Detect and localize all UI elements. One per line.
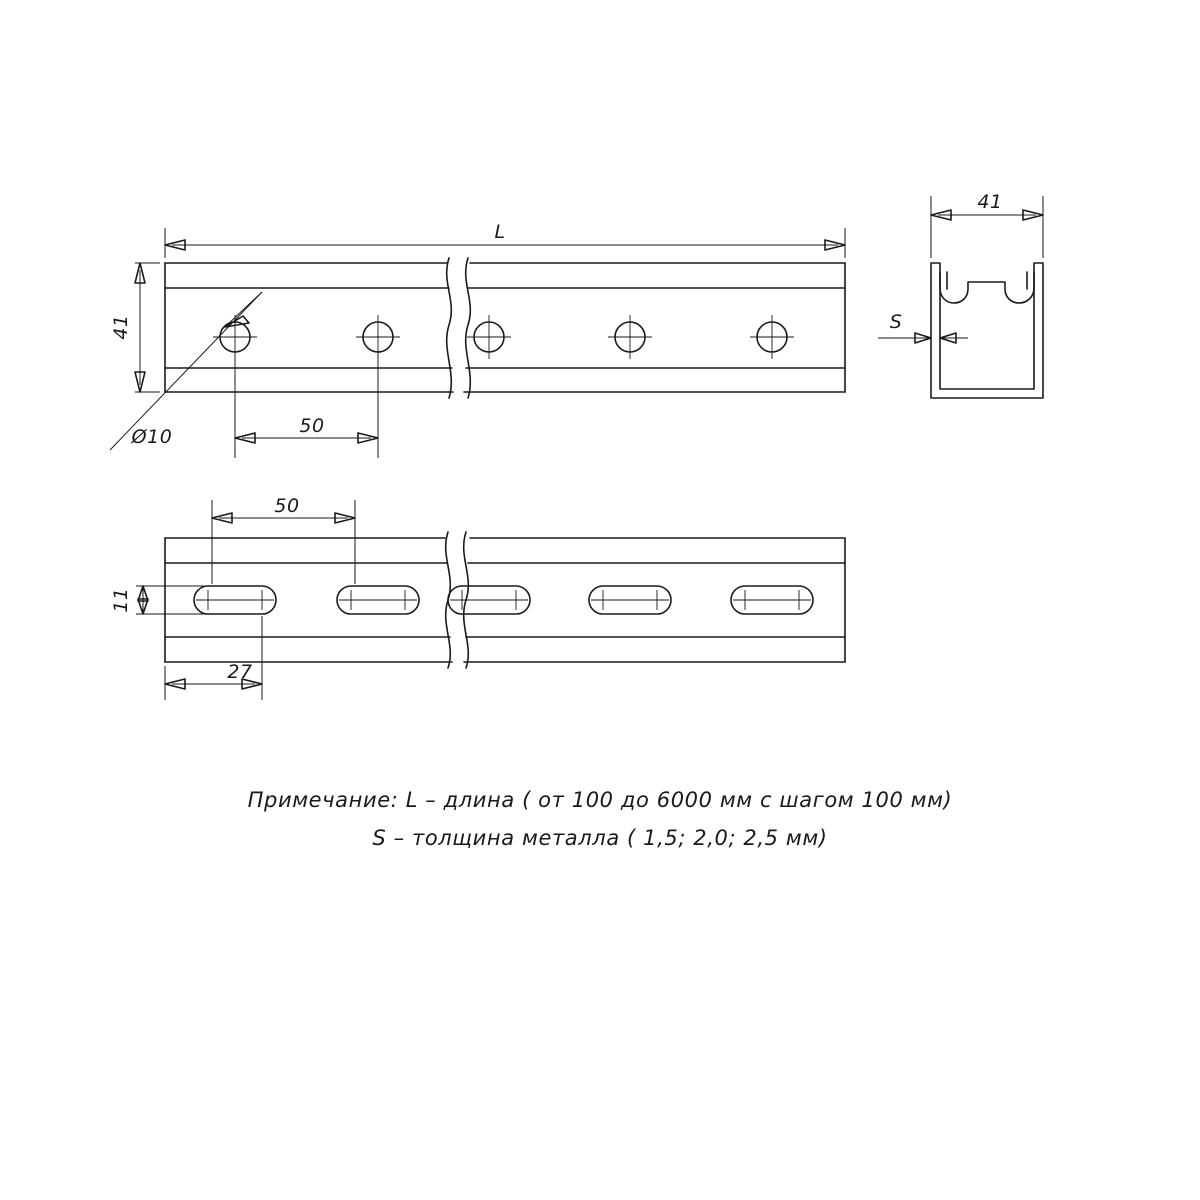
dimension-front-height xyxy=(110,263,160,392)
dimension-label-slot-width: 11 xyxy=(110,587,132,613)
dimension-label-front-pitch: 50 xyxy=(299,415,325,437)
dimension-slot-width xyxy=(110,586,204,614)
cross-section-view xyxy=(878,191,1043,398)
dimension-label-top-pitch: 50 xyxy=(274,495,300,517)
dimension-slot-offset xyxy=(165,616,262,700)
front-hole xyxy=(750,315,794,359)
note-line-thickness: S – толщина металла ( 1,5; 2,0; 2,5 мм) xyxy=(372,826,828,850)
dimension-top-pitch xyxy=(212,495,355,584)
top-slot xyxy=(589,586,671,614)
front-body-outline xyxy=(165,263,845,392)
front-hole xyxy=(608,315,652,359)
dimension-metal-thickness xyxy=(878,311,968,343)
front-elevation-view xyxy=(110,221,845,458)
top-slot xyxy=(337,586,419,614)
notes-block xyxy=(248,788,953,850)
dimension-overall-length xyxy=(165,221,845,258)
top-slot xyxy=(731,586,813,614)
top-plan-view xyxy=(110,495,845,700)
dimension-label-height: 41 xyxy=(110,314,132,340)
front-hole-group xyxy=(213,315,794,359)
dimension-label-length: L xyxy=(494,221,506,243)
front-hole xyxy=(467,315,511,359)
dimension-label-hole-diameter: Ø10 xyxy=(131,426,173,448)
dimension-hole-diameter xyxy=(110,292,262,450)
section-profile-outline xyxy=(931,263,1043,398)
dimension-label-slot-offset: 27 xyxy=(227,661,253,683)
dimension-label-thickness: S xyxy=(889,311,903,333)
top-slot xyxy=(194,586,276,614)
top-slot-group xyxy=(194,586,813,614)
note-line-length: Примечание: L – длина ( от 100 до 6000 мм с шагом 100 мм) xyxy=(247,788,953,812)
top-slot xyxy=(448,586,530,614)
dimension-section-width xyxy=(931,191,1043,258)
dimension-label-section-width: 41 xyxy=(977,191,1003,213)
front-break-line xyxy=(447,258,471,398)
